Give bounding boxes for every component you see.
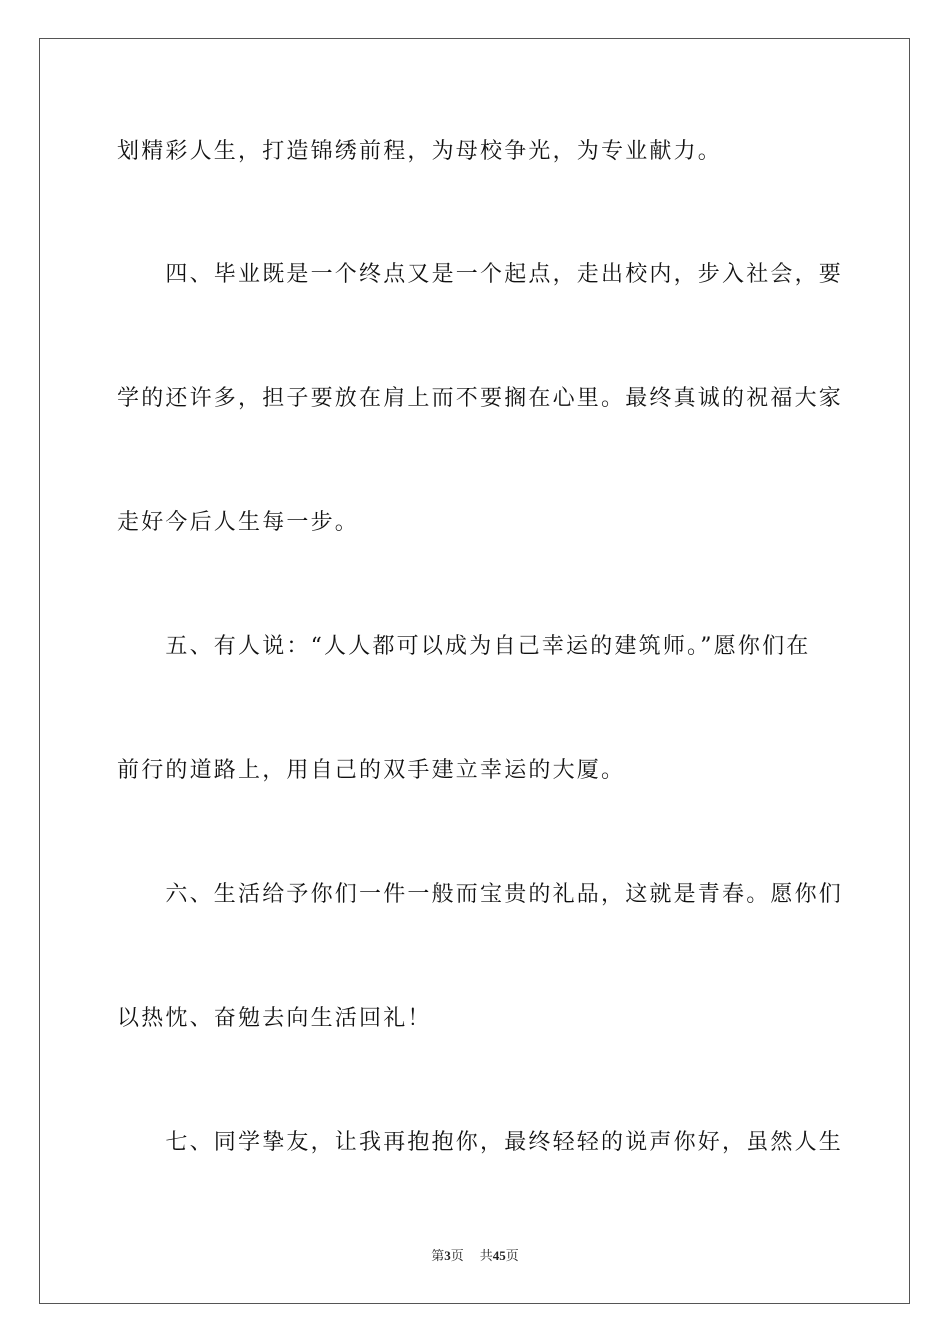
text-line-2: 四、毕业既是一个终点又是一个起点，走出校内，步入社会，要	[117, 262, 844, 287]
total-prefix: 共	[479, 1248, 493, 1263]
page-prefix: 第	[431, 1248, 445, 1263]
page-border	[39, 38, 910, 1304]
total-suffix: 页	[505, 1248, 519, 1263]
text-line-8: 以热忱、奋勉去向生活回礼！	[117, 1006, 432, 1031]
text-line-1: 划精彩人生，打造锦绣前程，为母校争光，为专业献力。	[117, 139, 723, 164]
text-line-6: 前行的道路上，用自己的双手建立幸运的大厦。	[117, 758, 626, 783]
page-number: 3	[444, 1248, 451, 1263]
text-line-9: 七、同学挚友，让我再抱抱你，最终轻轻的说声你好，虽然人生	[117, 1130, 844, 1155]
text-line-7: 六、生活给予你们一件一般而宝贵的礼品，这就是青春。愿你们	[117, 882, 844, 907]
text-line-5: 五、有人说：“人人都可以成为自己幸运的建筑师。”愿你们在	[117, 634, 811, 659]
text-line-3: 学的还许多，担子要放在肩上而不要搁在心里。最终真诚的祝福大家	[117, 386, 844, 411]
text-line-4: 走好今后人生每一步。	[117, 510, 360, 535]
page-footer	[0, 1247, 950, 1265]
page-suffix: 页	[450, 1248, 464, 1263]
total-pages: 45	[492, 1248, 506, 1263]
